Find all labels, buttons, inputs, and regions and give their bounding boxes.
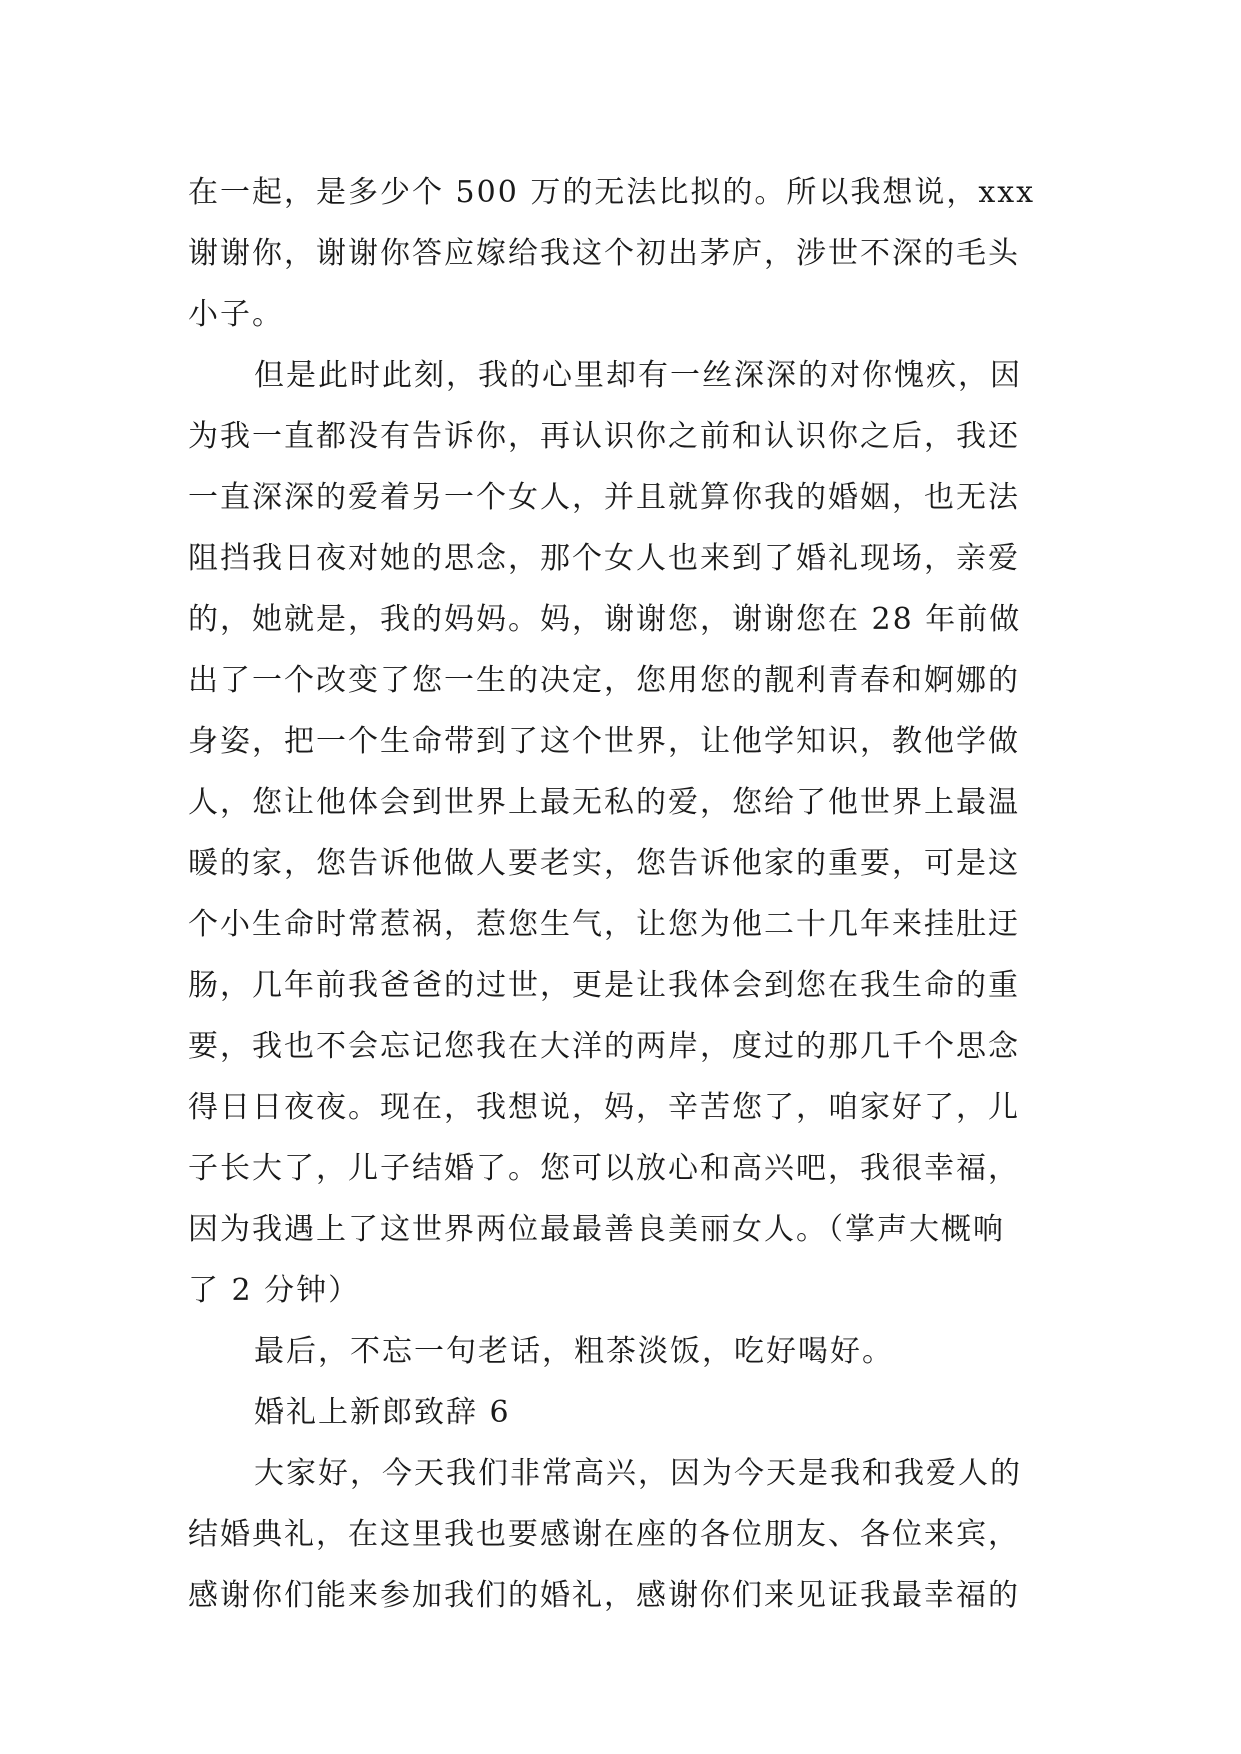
text-line: 谢谢你，谢谢你答应嫁给我这个初出茅庐，涉世不深的毛头 <box>188 236 1020 271</box>
text-line: 子长大了，儿子结婚了。您可以放心和高兴吧，我很幸福， <box>188 1151 1020 1186</box>
paragraph-first-line: 大家好，今天我们非常高兴，因为今天是我和我爱人的 <box>254 1456 1022 1491</box>
paragraph-first-line: 但是此时此刻，我的心里却有一丝深深的对你愧疚，因 <box>254 358 1022 393</box>
text-line: 的，她就是，我的妈妈。妈，谢谢您，谢谢您在 28 年前做 <box>188 602 1022 637</box>
text-line: 结婚典礼，在这里我也要感谢在座的各位朋友、各位来宾， <box>188 1517 1020 1552</box>
text-line: 肠，几年前我爸爸的过世，更是让我体会到您在我生命的重 <box>188 968 1020 1003</box>
text-line: 个小生命时常惹祸，惹您生气，让您为他二十几年来挂肚迂 <box>188 907 1020 942</box>
text-line: 暖的家，您告诉他做人要老实，您告诉他家的重要，可是这 <box>188 846 1020 881</box>
text-line: 一直深深的爱着另一个女人，并且就算你我的婚姻，也无法 <box>188 480 1020 515</box>
text-line: 人，您让他体会到世界上最无私的爱，您给了他世界上最温 <box>188 785 1020 820</box>
text-line: 感谢你们能来参加我们的婚礼，感谢你们来见证我最幸福的 <box>188 1578 1020 1613</box>
text-line: 出了一个改变了您一生的决定，您用您的靓利青春和婀娜的 <box>188 663 1020 698</box>
text-line: 为我一直都没有告诉你，再认识你之前和认识你之后，我还 <box>188 419 1020 454</box>
text-line: 要，我也不会忘记您我在大洋的两岸，度过的那几千个思念 <box>188 1029 1020 1064</box>
paragraph-first-line: 最后，不忘一句老话，粗茶淡饭，吃好喝好。 <box>254 1334 894 1369</box>
text-line: 阻挡我日夜对她的思念，那个女人也来到了婚礼现场，亲爱 <box>188 541 1020 576</box>
text-line: 因为我遇上了这世界两位最最善良美丽女人。（掌声大概响 <box>188 1212 1005 1247</box>
text-line: 了 2 分钟） <box>188 1273 361 1308</box>
paragraph-first-line: 婚礼上新郎致辞 6 <box>254 1395 511 1430</box>
text-line: 小子。 <box>188 297 284 332</box>
text-line: 身姿，把一个生命带到了这个世界，让他学知识，教他学做 <box>188 724 1020 759</box>
text-line: 在一起，是多少个 500 万的无法比拟的。所以我想说，xxx <box>188 175 1036 210</box>
document-body <box>188 162 1058 1626</box>
text-line: 得日日夜夜。现在，我想说，妈，辛苦您了，咱家好了，儿 <box>188 1090 1020 1125</box>
